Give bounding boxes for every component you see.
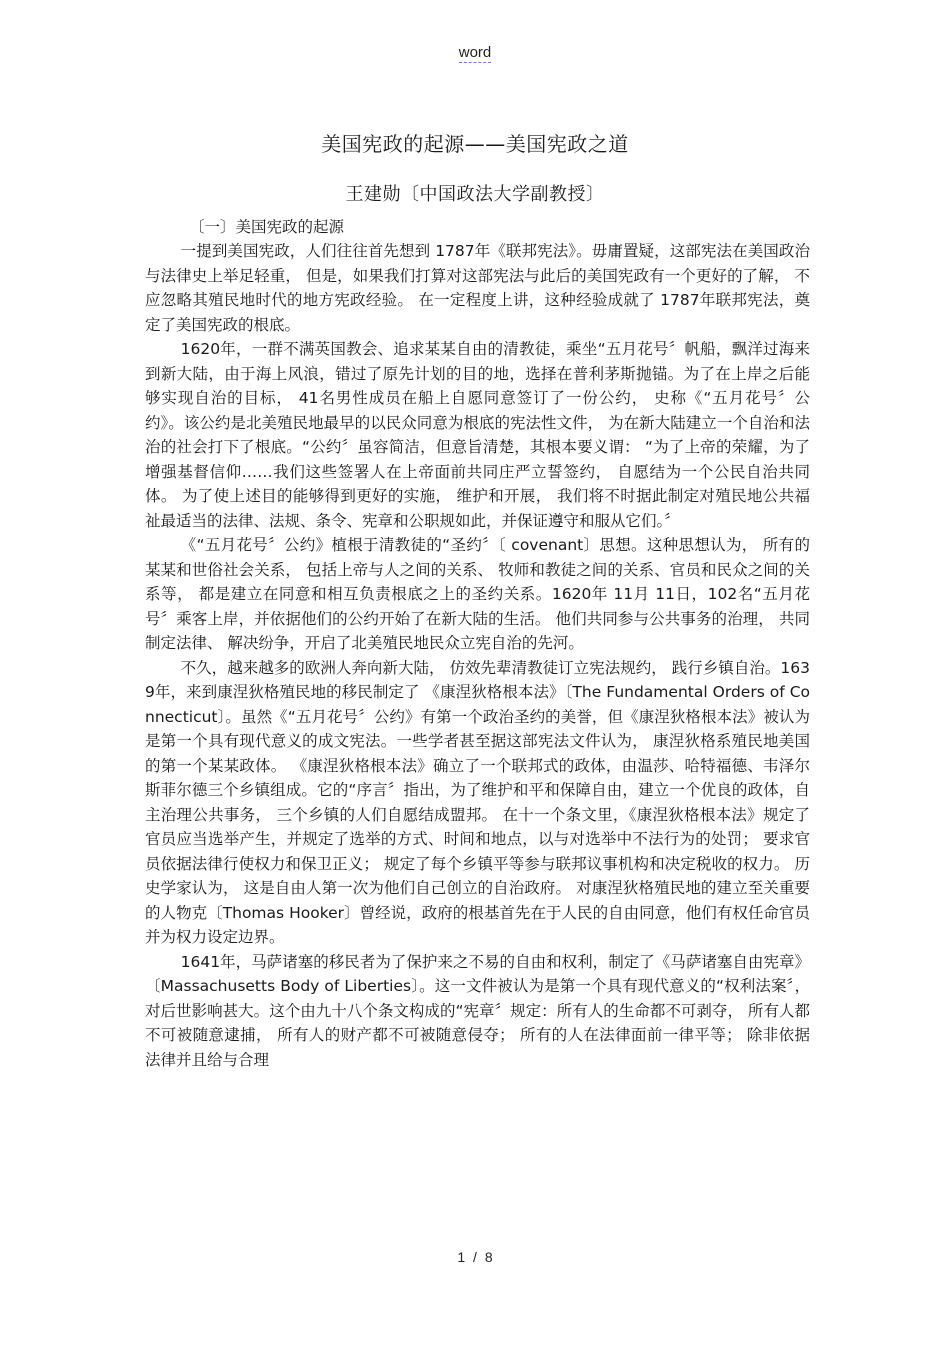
paragraph-5: 1641年，马萨诸塞的移民者为了保护来之不易的自由和权利，制定了《马萨诸塞自由宪章》〔Massachusetts Body of Liberties〕。这一文件被认为是第一个具有现代意义的“权利法案〞，对后世影响甚大。这个由九十八个条文构成的“宪章〞规定：所有人的生命都不可剥夺， 所有人都不可被随意逮捕， 所有人的财产都不可被随意侵夺； 所有的人在法律面前一律平等； 除非依据法律并且给与合理 bbox=[145, 952, 810, 1069]
paragraph-1: 一提到美国宪政，人们往往首先想到 1787年《联邦宪法》。毋庸置疑，这部宪法在美国政治与法律史上举足轻重， 但是，如果我们打算对这部宪法与此后的美国宪政有一个更好的了解， 不应忽略其殖民地时代的地方宪政经验。 在一定程度上讲，这种经验成就了 1787年联邦宪法，奠定了美国宪政的根底。 bbox=[145, 242, 810, 334]
document-body bbox=[145, 216, 810, 1072]
page-indicator: 1 / 8 bbox=[457, 1249, 493, 1265]
section-heading: 〔一〕美国宪政的起源 bbox=[189, 218, 345, 236]
header-label: word bbox=[458, 44, 492, 61]
paragraph-2: 1620年，一群不满英国教会、追求某某自由的清教徒，乘坐“五月花号〞帆船，飘洋过海来到新大陆，由于海上风浪，错过了原先计划的目的地，选择在普利茅斯抛锚。为了在上岸之后能够实现自治的目标， 41名男性成员在船上自愿同意签订了一份公约， 史称《“五月花号〞公约》。该公约是北美殖民地最早的以民众同意为根底的宪法性文件， 为在新大陆建立一个自治和法治的社会打下了根底。“公约〞虽容简洁，但意旨清楚，其根本要义谓： “为了上帝的荣耀，为了增强基督信仰……我们这些签署人在上帝面前共同庄严立誓签约， 自愿结为一个公民自治共同体。 为了使上述目的能够得到更好的实施， 维护和开展， 我们将不时据此制定对殖民地公共福祉最适当的法律、法规、条令、宪章和公职规如此，并保证遵守和服从它们。〞 bbox=[145, 340, 810, 530]
document-author: 王建勋〔中国政法大学副教授〕 bbox=[345, 184, 605, 205]
paragraph-3: 《“五月花号〞公约》植根于清教徒的“圣约〞〔 covenant〕思想。这种思想认为， 所有的某某和世俗社会关系， 包括上帝与人之间的关系、 牧师和教徒之间的关系、官员和民众之间的关系等， 都是建立在同意和相互负责根底之上的圣约关系。1620年 11月 11日，102名“五月花号〞乘客上岸，并依据他们的公约开始了在新大陆的生活。 他们共同参与公共事务的治理， 共同制定法律、 解决纷争，开启了北美殖民地民众立宪自治的先河。 bbox=[145, 536, 810, 652]
document-title: 美国宪政的起源——美国宪政之道 bbox=[321, 132, 629, 156]
page-header bbox=[0, 44, 950, 61]
paragraph-4: 不久，越来越多的欧洲人奔向新大陆， 仿效先辈清教徒订立宪法规约， 践行乡镇自治。1639年，来到康涅狄格殖民地的移民制定了 《康涅狄格根本法》〔The Fundamental Orders of Connecticut〕。虽然《“五月花号〞公约》有第一个政治圣约的美誉，但《康涅狄格根本法》被认为是第一个具有现代意义的成文宪法。一些学者甚至据这部宪法文件认为， 康涅狄格系殖民地美国的第一个某某政体。 《康涅狄格根本法》确立了一个联邦式的政体，由温莎、哈特福德、韦泽尔斯菲尔德三个乡镇组成。它的“序言〞指出，为了维护和平和保障自由，建立一个优良的政体，自主治理公共事务， 三个乡镇的人们自愿结成盟邦。 在十一个条文里，《康涅狄格根本法》规定了官员应当选举产生，并规定了选举的方式、时间和地点，以与对选举中不法行为的处罚； 要求官员依据法律行使权力和保卫正义； 规定了每个乡镇平等参与联邦议事机构和决定税收的权力。 历史学家认为， 这是自由人第一次为他们自己创立的自治政府。 对康涅狄格殖民地的建立至关重要的人物克〔Thomas Hooker〕曾经说，政府的根基首先在于人民的自由同意，他们有权任命官员并为权力设定边界。 bbox=[145, 658, 810, 946]
